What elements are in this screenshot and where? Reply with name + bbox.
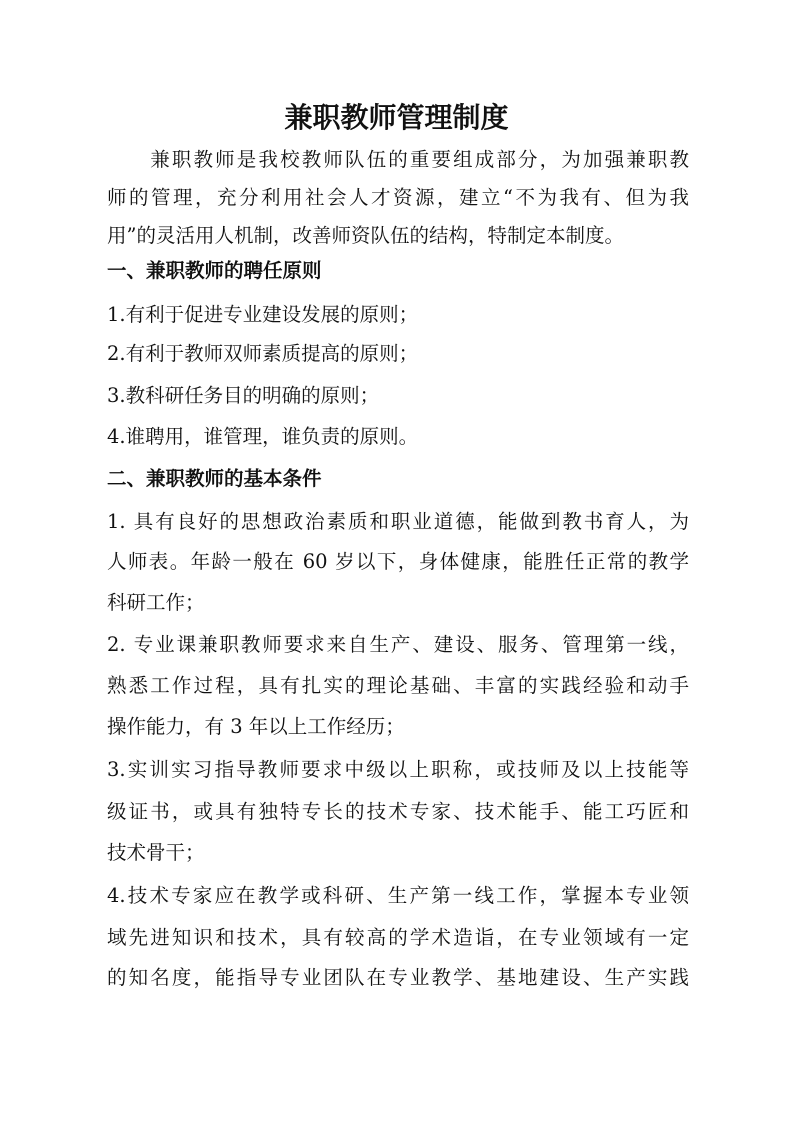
list-item: 1.有利于促进专业建设发展的原则； bbox=[107, 303, 419, 326]
intro-line: 兼职教师是我校教师队伍的重要组成部分，为加强兼职教 bbox=[107, 148, 689, 171]
list-item-line: 域先进知识和技术，具有较高的学术造诣，在专业领域有一定 bbox=[107, 926, 689, 949]
list-item-line: 1. 具有良好的思想政治素质和职业道德，能做到教书育人，为 bbox=[107, 510, 689, 533]
list-item: 4.谁聘用，谁管理，谁负责的原则。 bbox=[107, 425, 419, 448]
list-item-line: 人师表。年龄一般在 60 岁以下，身体健康，能胜任正常的教学 bbox=[107, 550, 689, 573]
document-title: 兼职教师管理制度 bbox=[284, 101, 509, 134]
intro-line: 用”的灵活用人机制，改善师资队伍的结构，特制定本制度。 bbox=[107, 224, 624, 247]
list-item-line: 的知名度，能指导专业团队在专业教学、基地建设、生产实践 bbox=[107, 966, 689, 989]
list-item: 3.教科研任务目的明确的原则； bbox=[107, 384, 380, 407]
list-item-line: 熟悉工作过程，具有扎实的理论基础、丰富的实践经验和动手 bbox=[107, 674, 689, 697]
list-item-line: 4.技术专家应在教学或科研、生产第一线工作，掌握本专业领 bbox=[107, 884, 689, 907]
list-item-line: 操作能力，有 3 年以上工作经历； bbox=[107, 715, 405, 738]
list-item-line: 级证书，或具有独特专长的技术专家、技术能手、能工巧匠和 bbox=[107, 800, 689, 823]
section-heading: 一、兼职教师的聘任原则 bbox=[107, 259, 322, 282]
list-item-line: 技术骨干； bbox=[107, 841, 205, 864]
section-heading: 二、兼职教师的基本条件 bbox=[107, 467, 322, 490]
intro-line: 师的管理，充分利用社会人才资源，建立“不为我有、但为我 bbox=[107, 186, 689, 209]
list-item-line: 3.实训实习指导教师要求中级以上职称，或技师及以上技能等 bbox=[107, 758, 689, 781]
list-item-line: 科研工作； bbox=[107, 591, 205, 614]
list-item: 2.有利于教师双师素质提高的原则； bbox=[107, 342, 419, 365]
list-item-line: 2. 专业课兼职教师要求来自生产、建设、服务、管理第一线， bbox=[107, 633, 689, 656]
